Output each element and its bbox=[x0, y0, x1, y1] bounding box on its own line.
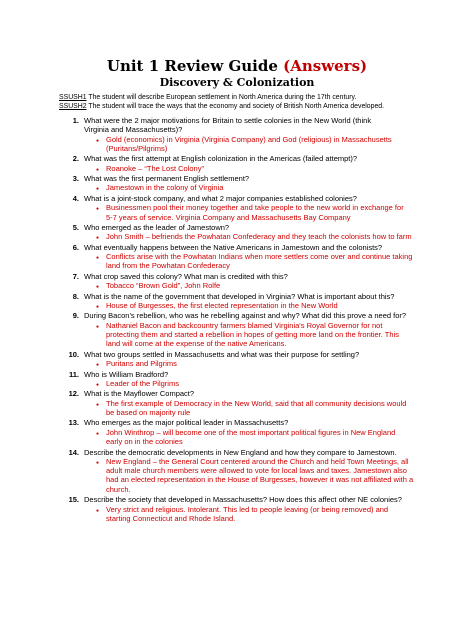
bullet-icon: ● bbox=[96, 206, 100, 213]
bullet-icon: ● bbox=[96, 303, 100, 310]
question-number: 11. bbox=[68, 369, 79, 379]
answer-text bbox=[96, 252, 436, 271]
bullet-icon: ● bbox=[96, 459, 100, 466]
answer-line: (Puritans/Pilgrims) bbox=[106, 143, 168, 153]
answer-line: John Smith – befriends the Powhatan Confederacy and they teach the colonists how to farm bbox=[106, 232, 412, 242]
bullet-icon: ● bbox=[96, 255, 100, 262]
question-list bbox=[0, 116, 474, 524]
answer-line: John Winthrop – will become one of the most important political figures in New England bbox=[106, 427, 396, 437]
answer-line: The first example of Democracy in the New World, said that all community decisions would bbox=[106, 398, 407, 408]
question-line: Describe the society that developed in Massachusetts? How does this affect other NE colonies? bbox=[84, 495, 402, 505]
question-number: 6. bbox=[72, 242, 79, 252]
page-subtitle: Discovery & Colonization bbox=[159, 76, 315, 89]
answer-line: Jamestown in the colony of Virginia bbox=[106, 183, 224, 193]
answer-line: Tobacco “Brown Gold”, John Rolfe bbox=[106, 281, 221, 291]
standard-line bbox=[59, 102, 384, 111]
question-number: 14. bbox=[68, 447, 79, 457]
answer-line: protecting them and started a rebellion in hopes of getting more land on the frontier. This bbox=[106, 330, 399, 340]
answer-line: Businessmen pool their money together and take people to the new world in exchange for bbox=[106, 203, 404, 213]
answer-text bbox=[96, 301, 436, 310]
answer-line: had an elected representation in the House of Burgesses, however it was not affiliated with a bbox=[106, 475, 414, 485]
question-item bbox=[0, 194, 474, 223]
question-item bbox=[0, 154, 474, 174]
answer-line: 5-7 years of service. Virginia Company and Massachusetts Bay Company bbox=[106, 212, 351, 222]
title-main: Unit 1 Review Guide bbox=[106, 57, 278, 75]
question-line: During Bacon's rebellion, who was he rebelling against and why? What did this prove a need for? bbox=[84, 311, 407, 321]
bullet-icon: ● bbox=[96, 284, 100, 291]
page-title bbox=[0, 57, 474, 75]
question-line: What crop saved this colony? What man is credited with this? bbox=[84, 271, 288, 281]
question-number: 9. bbox=[72, 311, 79, 321]
bullet-icon: ● bbox=[96, 186, 100, 193]
answer-text bbox=[96, 457, 436, 494]
bullet-icon: ● bbox=[96, 381, 100, 388]
answer-line: Gold (economics) in Virginia (Virginia Company) and God (religious) in Massachusetts bbox=[106, 134, 392, 144]
bullet-icon: ● bbox=[96, 362, 100, 369]
answer-line: Roanoke – “The Lost Colony” bbox=[106, 163, 204, 173]
question-line: What is a joint-stock company, and what 2 major companies established colonies? bbox=[84, 193, 357, 203]
question-text bbox=[84, 495, 424, 504]
question-text bbox=[84, 223, 424, 232]
question-text bbox=[84, 389, 424, 398]
question-number: 4. bbox=[72, 193, 79, 203]
bullet-icon: ● bbox=[96, 323, 100, 330]
standard-code: SSUSH2 bbox=[59, 103, 87, 110]
answer-text bbox=[96, 428, 436, 447]
standard-code: SSUSH1 bbox=[59, 94, 87, 101]
question-text bbox=[84, 272, 424, 281]
answer-text bbox=[96, 399, 436, 418]
answer-text bbox=[96, 321, 436, 349]
answer-line: New England – the General Court centered around the Church and held Town Meetings, all bbox=[106, 456, 409, 466]
question-item bbox=[0, 243, 474, 272]
standard-line bbox=[59, 93, 356, 102]
bullet-icon: ● bbox=[96, 507, 100, 514]
question-item bbox=[0, 389, 474, 418]
question-item bbox=[0, 370, 474, 390]
question-item bbox=[0, 116, 474, 154]
title-answers: (Answers) bbox=[283, 57, 368, 75]
question-line: Who emerged as the leader of Jamestown? bbox=[84, 223, 230, 233]
bullet-icon: ● bbox=[96, 235, 100, 242]
question-line: What eventually happens between the Native Americans in Jamestown and the colonists? bbox=[84, 242, 383, 252]
question-line: Describe the democratic developments in New England and how they compare to Jamestown. bbox=[84, 447, 397, 457]
answer-line: Puritans and Pilgrims bbox=[106, 359, 177, 369]
question-text bbox=[84, 448, 424, 457]
answer-line: land will come at the expense of the native Americans. bbox=[106, 339, 287, 349]
answer-line: Leader of the Pilgrims bbox=[106, 378, 179, 388]
question-item bbox=[0, 350, 474, 370]
question-number: 3. bbox=[72, 174, 79, 184]
question-number: 5. bbox=[72, 223, 79, 233]
question-number: 8. bbox=[72, 291, 79, 301]
answer-text bbox=[96, 379, 436, 388]
bullet-icon: ● bbox=[96, 166, 100, 173]
question-text bbox=[84, 418, 424, 427]
question-number: 12. bbox=[68, 389, 79, 399]
question-item bbox=[0, 223, 474, 243]
standard-text: The student will trace the ways that the economy and society of British North America developed. bbox=[86, 103, 385, 110]
question-item bbox=[0, 174, 474, 194]
question-line: What was the first permanent English settlement? bbox=[84, 174, 250, 184]
answer-text bbox=[96, 203, 436, 222]
question-text bbox=[84, 194, 424, 203]
answer-line: adult male church members were allowed to vote for local laws and taxes. Jamestown also bbox=[106, 466, 407, 476]
question-item bbox=[0, 448, 474, 496]
question-item bbox=[0, 292, 474, 312]
answer-line: early on in the colonies bbox=[106, 437, 183, 447]
question-line: What was the first attempt at English colonization in the Americas (failed attempt)? bbox=[84, 154, 358, 164]
question-number: 7. bbox=[72, 271, 79, 281]
question-item bbox=[0, 272, 474, 292]
question-number: 2. bbox=[72, 154, 79, 164]
bullet-icon: ● bbox=[96, 401, 100, 408]
question-number: 10. bbox=[68, 349, 79, 359]
question-text bbox=[84, 174, 424, 183]
answer-line: church. bbox=[106, 484, 131, 494]
question-text bbox=[84, 370, 424, 379]
question-item bbox=[0, 495, 474, 524]
question-line: What two groups settled in Massachusetts and what was their purpose for settling? bbox=[84, 349, 360, 359]
question-text bbox=[84, 154, 424, 163]
answer-text bbox=[96, 164, 436, 173]
standard-text: The student will describe European settlement in North America during the 17th century. bbox=[86, 94, 357, 101]
answer-text bbox=[96, 183, 436, 192]
question-text bbox=[84, 350, 424, 359]
answer-line: House of Burgesses, the first elected representation in the New World bbox=[106, 300, 338, 310]
question-line: Who emerges as the major political leader in Massachusetts? bbox=[84, 418, 289, 428]
answer-text bbox=[96, 359, 436, 368]
question-line: Virginia and Massachusetts)? bbox=[84, 125, 183, 135]
answer-line: land from the Powhatan Confederacy bbox=[106, 261, 230, 271]
answer-line: Very strict and religious. Intolerant. This led to people leaving (or being removed) and bbox=[106, 504, 389, 514]
question-number: 15. bbox=[68, 495, 79, 505]
question-text bbox=[84, 116, 424, 135]
question-item bbox=[0, 418, 474, 447]
question-line: What is the name of the government that developed in Virginia? What is important about this? bbox=[84, 291, 395, 301]
bullet-icon: ● bbox=[96, 137, 100, 144]
question-text bbox=[84, 243, 424, 252]
answer-text bbox=[96, 505, 436, 524]
answer-line: starting Connecticut and Rhode Island. bbox=[106, 513, 236, 523]
question-text bbox=[84, 292, 424, 301]
question-item bbox=[0, 311, 474, 349]
answer-text bbox=[96, 232, 436, 241]
answer-text bbox=[96, 135, 436, 154]
bullet-icon: ● bbox=[96, 430, 100, 437]
question-line: What is the Mayflower Compact? bbox=[84, 389, 195, 399]
question-line: What were the 2 major motivations for Britain to settle colonies in the New World (think bbox=[84, 116, 372, 125]
question-number: 13. bbox=[68, 418, 79, 428]
answer-line: Nathaniel Bacon and backcountry farmers blamed Virginia's Royal Governor for not bbox=[106, 320, 383, 330]
question-line: Who is William Bradford? bbox=[84, 369, 169, 379]
answer-line: Conflicts arise with the Powhatan Indians when more settlers come over and continue taking bbox=[106, 252, 413, 262]
question-number: 1. bbox=[72, 116, 79, 125]
answer-line: be based on majority rule bbox=[106, 407, 191, 417]
question-text bbox=[84, 311, 424, 320]
answer-text bbox=[96, 281, 436, 290]
